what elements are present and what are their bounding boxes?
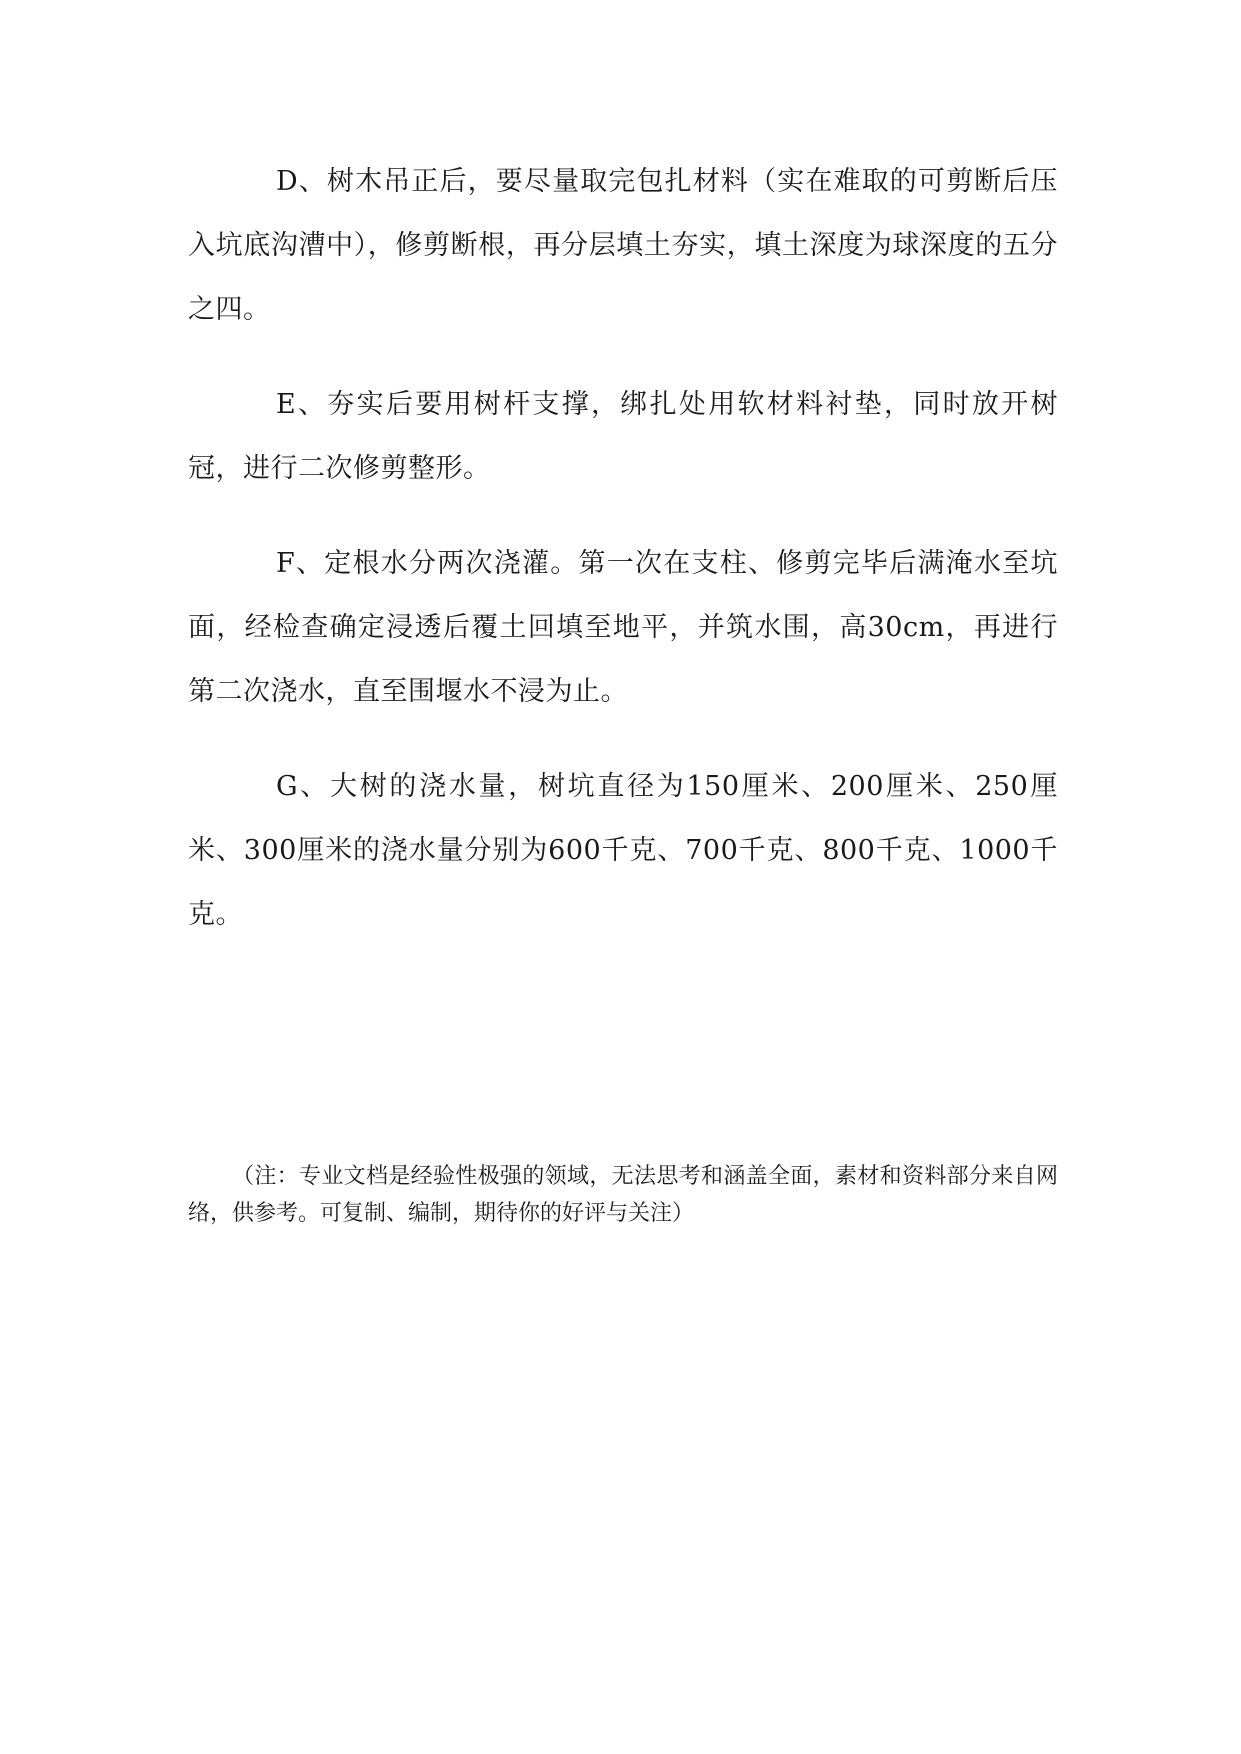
paragraph-d: D、树木吊正后，要尽量取完包扎材料（实在难取的可剪断后压入坑底沟漕中），修剪断根，再分层填土夯实，填土深度为球深度的五分之四。 [188, 166, 1058, 325]
disclaimer-note: （注：专业文档是经验性极强的领域，无法思考和涵盖全面，素材和资料部分来自网络，供参考。可复制、编制，期待你的好评与关注） [188, 1164, 1058, 1226]
paragraph-e: E、夯实后要用树杆支撑，绑扎处用软材料衬垫，同时放开树冠，进行二次修剪整形。 [188, 389, 1058, 484]
paragraph-f: F、定根水分两次浇灌。第一次在支柱、修剪完毕后满淹水至坑面，经检查确定浸透后覆土回填至地平，并筑水围，高30cm，再进行第二次浇水，直至围堰水不浸为止。 [188, 548, 1058, 707]
document-body [188, 150, 1058, 978]
paragraph-g: G、大树的浇水量，树坑直径为150厘米、200厘米、250厘米、300厘米的浇水量分别为600千克、700千克、800千克、1000千克。 [188, 771, 1058, 930]
